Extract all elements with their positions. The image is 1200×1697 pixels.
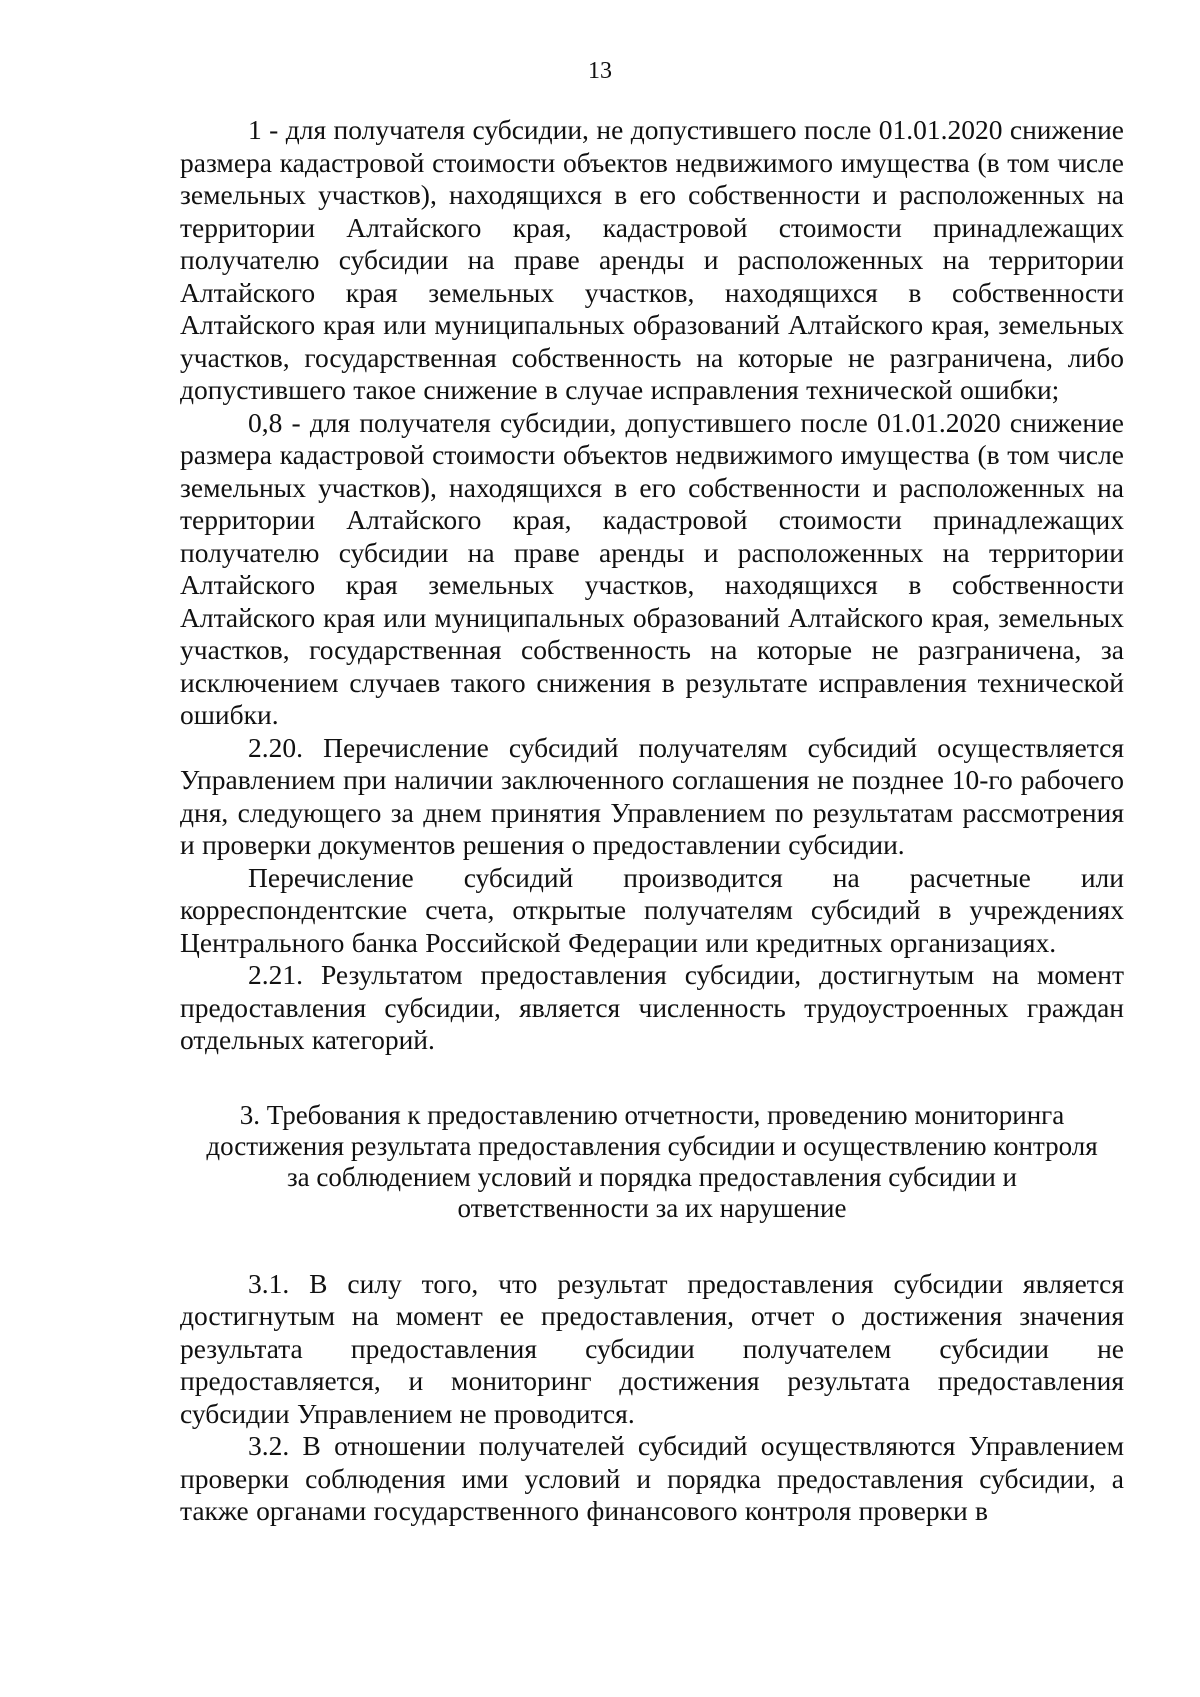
document-body <box>180 114 1124 1528</box>
paragraph-coefficient-1: 1 - для получателя субсидии, не допустившего после 01.01.2020 снижение размера кадастровой стоимости объектов недвижимого имущества (в том числе земельных участков), находящихся в его собственности и расположенных на территории Алтайского края, кадастровой стоимости принадлежащих получателю субсидии на праве аренды и расположенных на территории Алтайского края земельных участков, находящихся в собственности Алтайского края или муниципальных образований Алтайского края, земельных участков, государственная собственность на которые не разграничена, либо допустившего такое снижение в случае исправления технической ошибки; <box>180 114 1124 405</box>
paragraph-3-2: 3.2. В отношении получателей субсидий осуществляются Управлением проверки соблюдения ими условий и порядка предоставления субсидии, а также органами государственного финансового контроля проверки в <box>180 1430 1124 1526</box>
section-heading-line: ответственности за их нарушение <box>457 1192 847 1223</box>
paragraph-transfer-accounts: Перечисление субсидий производится на расчетные или корреспондентские счета, открытые получателям субсидий в учреждениях Центрального банка Российской Федерации или кредитных организациях. <box>180 861 1124 958</box>
paragraph-2-20: 2.20. Перечисление субсидий получателям субсидий осуществляется Управлением при наличии заключенного соглашения не позднее 10-го рабочего дня, следующего за днем принятия Управлением по результатам рассмотрения и проверки документов решения о предоставлении субсидии. <box>180 731 1124 860</box>
paragraph-coefficient-0-8: 0,8 - для получателя субсидии, допустившего после 01.01.2020 снижение размера кадастровой стоимости объектов недвижимого имущества (в том числе земельных участков), находящихся в его собственности и расположенных на территории Алтайского края, кадастровой стоимости принадлежащих получателю субсидии на праве аренды и расположенных на территории Алтайского края земельных участков, находящихся в собственности Алтайского края или муниципальных образований Алтайского края, земельных участков, государственная собственность на которые не разграничена, за исключением случаев такого снижения в результате исправления технической ошибки. <box>180 406 1124 730</box>
section-3-heading <box>180 1100 1124 1224</box>
section-heading-line: 3. Требования к предоставлению отчетности, проведению мониторинга <box>239 1099 1065 1130</box>
paragraph-3-1: 3.1. В силу того, что результат предоставления субсидии является достигнутым на момент ее предоставления, отчет о достижения значения результата предоставления субсидии получателем субсидии не предоставляется, и мониторинг достижения результата предоставления субсидии Управлением не проводится. <box>180 1267 1124 1429</box>
section-heading-line: достижения результата предоставления субсидии и осуществлению контроля <box>206 1130 1098 1161</box>
page-number: 13 <box>588 58 612 84</box>
paragraph-2-21: 2.21. Результатом предоставления субсидии, достигнутым на момент предоставления субсидии, является численность трудоустроенных граждан отдельных категорий. <box>180 959 1124 1055</box>
section-heading-line: за соблюдением условий и порядка предоставления субсидии и <box>286 1161 1018 1192</box>
